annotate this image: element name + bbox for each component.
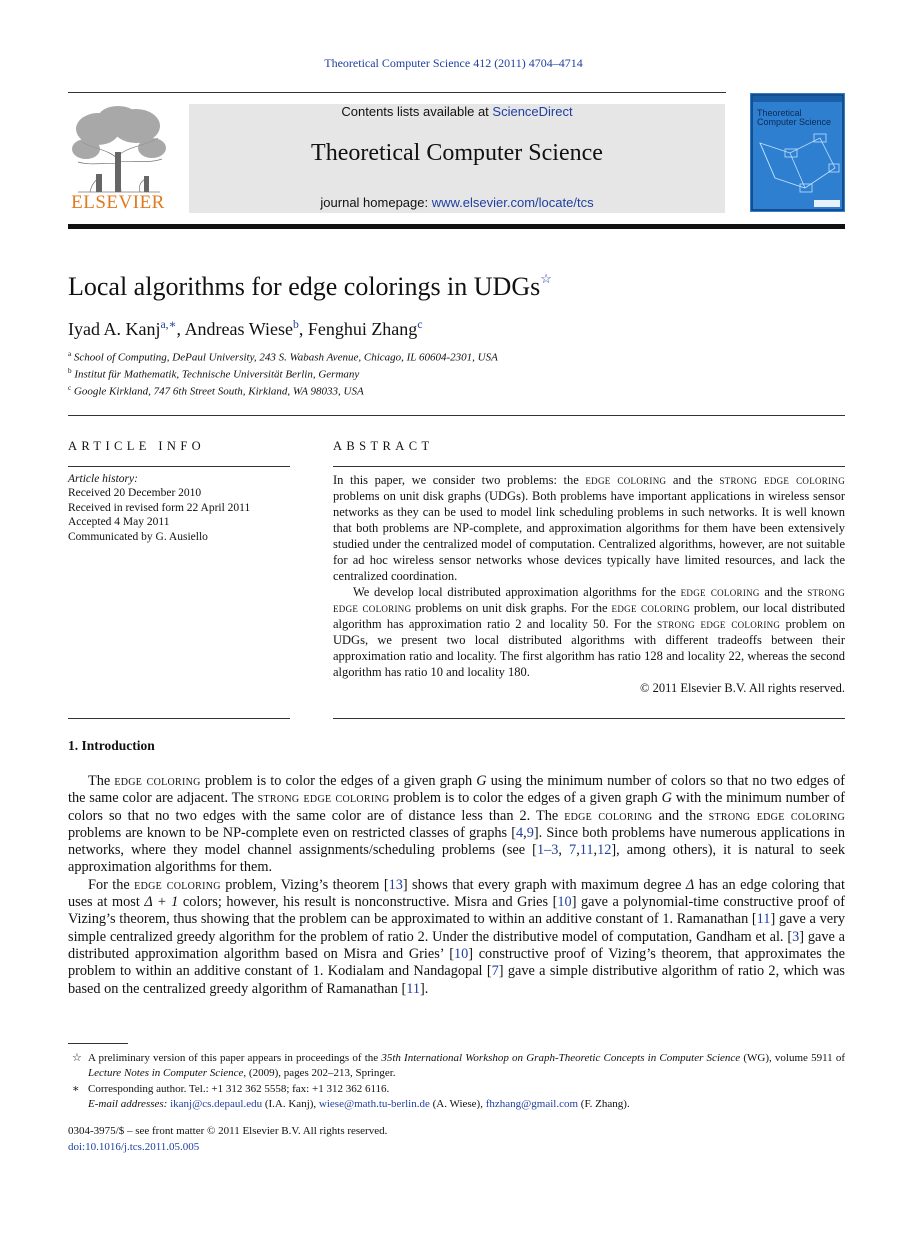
publisher-wordmark: ELSEVIER	[71, 192, 165, 213]
body-paragraph: The edge coloring problem is to color the edges of a given graph G using the minimum number of colors so that no two edges of the same color are adjacent. The strong edge coloring problem is to color the edges of a given graph G with the minimum number of colors so that no two edges with the same color are of distance less than 2. The edge coloring and the strong edge coloring problems are known to be NP-complete even on restricted classes of graphs [4,9]. Since both problems have numerous applications in networks, where they model channel assignments/scheduling problems (see [1–3, 7,11,12], among others), it is natural to seek approximation algorithms for them.	[68, 773, 846, 876]
header-thick-rule	[68, 224, 845, 229]
citation-link[interactable]: 9	[526, 824, 534, 841]
contents-prefix: Contents lists available at	[341, 104, 493, 119]
author-name: Fenghui Zhang	[307, 319, 418, 339]
email-link[interactable]: wiese@math.tu-berlin.de	[318, 1097, 430, 1110]
cover-title	[757, 109, 831, 127]
footnote-corresponding-author: ∗ Corresponding author. Tel.: +1 312 362 5558; fax: +1 312 362 6116.	[68, 1082, 845, 1097]
footnote-rule	[68, 1043, 128, 1044]
cover-title-line2: Computer Science	[757, 117, 832, 127]
article-info-rule	[68, 718, 290, 719]
title-footnote-mark[interactable]: ☆	[540, 271, 552, 286]
author-list: Iyad A. Kanj$^{a,∗}$, Andreas Wiese$^b$, Fenghui Zhang$^c$	[68, 318, 423, 339]
footnote-preliminary-version: ☆ A preliminary version of this paper appears in proceedings of the 35th International Workshop on Graph-Theoretic Concepts in Computer Science (WG), volume 5911 of Lecture Notes in Computer Science, (2009), pages 202–213, Springer.	[72, 1052, 846, 1080]
citation-link[interactable]: 7	[569, 842, 577, 859]
abstract-body	[333, 472, 845, 696]
accepted-date: Accepted 4 May 2011	[68, 516, 170, 529]
citation-link[interactable]: 11	[406, 980, 421, 997]
citation-link[interactable]: 10	[557, 894, 572, 911]
abstract-heading: ABSTRACT	[333, 439, 434, 453]
abstract-rule	[333, 718, 845, 719]
citation-link[interactable]: 11	[756, 911, 771, 928]
citation-link[interactable]: 12	[597, 842, 612, 859]
sciencedirect-link[interactable]: ScienceDirect	[492, 104, 573, 119]
body-paragraph: For the edge coloring problem, Vizing’s theorem [13] shows that every graph with maximum degree Δ has an edge coloring that uses at most Δ + 1 colors; however, his result is nonconstructive. Misra and Gries [10] gave a polynomial-time constructive proof of Vizing’s theorem, thus showing that the problem can be approximated to within an additive constant of 1. Ramanathan [11] gave a very simple centralized greedy algorithm for the problem of ratio 2. Under the distributive model of computation, Gandham et al. [3] gave a distributed approximation algorithm based on Misra and Gries’ [10] constructive proof of Vizing’s theorem, that approximates the problem to within an additive constant of 1. Kodialam and Nandagopal [7] gave a simple distributive algorithm of ratio 2, which was based on the centralized greedy algorithm of Ramanathan [11].	[68, 876, 846, 997]
citation-link[interactable]: 10	[453, 945, 469, 962]
journal-banner	[189, 104, 725, 213]
abstract-rule	[333, 466, 845, 467]
abstract-copyright: © 2011 Elsevier B.V. All rights reserved.	[640, 681, 845, 695]
front-matter	[68, 1124, 387, 1155]
footnote-emails: E-mail addresses: ikanj@cs.depaul.edu (I.A. Kanj), wiese@math.tu-berlin.de (A. Wiese), fhzhang@gmail.com (F. Zhang).	[88, 1097, 630, 1110]
section-heading-introduction: 1. Introduction	[68, 738, 155, 753]
affiliation: $^b$ Institut für Mathematik, Technische Universität Berlin, Germany	[68, 367, 360, 381]
email-link[interactable]: fhzhang@gmail.com	[485, 1097, 579, 1110]
communicated-by: Communicated by G. Ausiello	[68, 530, 208, 543]
affiliation: $^c$ Google Kirkland, 747 6th Street South, Kirkland, WA 98033, USA	[68, 384, 364, 398]
introduction-body	[68, 773, 845, 998]
citation-link[interactable]: 7	[491, 963, 499, 980]
homepage-prefix: journal homepage:	[320, 195, 432, 210]
elsevier-logo	[68, 104, 168, 216]
citation-link[interactable]: 3	[792, 928, 800, 945]
article-title-text: Local algorithms for edge colorings in UDGs	[68, 272, 541, 301]
author-name: Iyad A. Kanj	[68, 319, 161, 339]
author-affil-mark[interactable]: b	[292, 318, 299, 331]
cover-title-line1: Theoretical	[757, 108, 802, 118]
section-rule	[68, 415, 845, 416]
abstract-paragraph: We develop local distributed approximation algorithms for the edge coloring and the strong edge coloring problems on unit disk graphs. For the edge coloring problem, our local distributed algorithm has approximation ratio 2 and locality 50. For the strong edge coloring problem on UDGs, we present two local distributed algorithms with different tradeoffs between their approximation ratio and locality. The first algorithm has ratio 128 and locality 22, whereas the second algorithm has ratio 10 and locality 180.	[333, 585, 846, 679]
article-info-rule	[68, 466, 290, 467]
article-history	[68, 472, 290, 544]
citation-link[interactable]: 11	[579, 842, 594, 859]
issn-line: 0304-3975/$ – see front matter © 2011 Elsevier B.V. All rights reserved.	[68, 1125, 388, 1137]
citation-link[interactable]: 1–3	[536, 842, 559, 859]
article-info-heading: ARTICLE INFO	[68, 439, 206, 453]
received-date: Received 20 December 2010	[68, 487, 202, 500]
homepage-link[interactable]: www.elsevier.com/locate/tcs	[431, 195, 594, 210]
email-link[interactable]: ikanj@cs.depaul.edu	[170, 1097, 263, 1110]
journal-title: Theoretical Computer Science	[311, 140, 603, 166]
author-affil-mark[interactable]: a,∗	[160, 318, 177, 331]
author-name: Andreas Wiese	[184, 319, 293, 339]
revised-date: Received in revised form 22 April 2011	[68, 501, 251, 514]
history-label: Article history:	[68, 473, 138, 485]
footnote-asterisk-mark: ∗	[72, 1082, 80, 1095]
article-title	[68, 271, 552, 302]
contents-line	[189, 104, 725, 119]
homepage-line	[189, 195, 725, 210]
doi-link[interactable]: doi:10.1016/j.tcs.2011.05.005	[68, 1140, 200, 1153]
journal-reference[interactable]: Theoretical Computer Science 412 (2011) 4704–4714	[324, 56, 583, 70]
abstract-paragraph: In this paper, we consider two problems: the edge coloring and the strong edge coloring problems on unit disk graphs (UDGs). Both problems have important applications in wireless sensor networks as they can be used to model link scheduling problems in such networks. It is well known that both problems are NP-complete, and approximation algorithms for them have been extensively studied under the centralized model of computation. Centralized algorithms, however, are not suitable for ad hoc wireless sensor networks whose devices typically have limited resources, and lack the centralized coordination.	[333, 473, 845, 583]
header-rule	[68, 92, 726, 93]
author-affil-mark[interactable]: c	[417, 318, 423, 331]
footnote-star-mark: ☆	[72, 1052, 82, 1064]
citation-link[interactable]: 4	[515, 824, 524, 841]
citation-link[interactable]: 13	[388, 876, 403, 893]
affiliation: $^a$ School of Computing, DePaul University, 243 S. Wabash Avenue, Chicago, IL 60604-2301, USA	[68, 350, 498, 364]
journal-cover-image	[750, 93, 845, 212]
footnotes	[68, 1051, 845, 1112]
